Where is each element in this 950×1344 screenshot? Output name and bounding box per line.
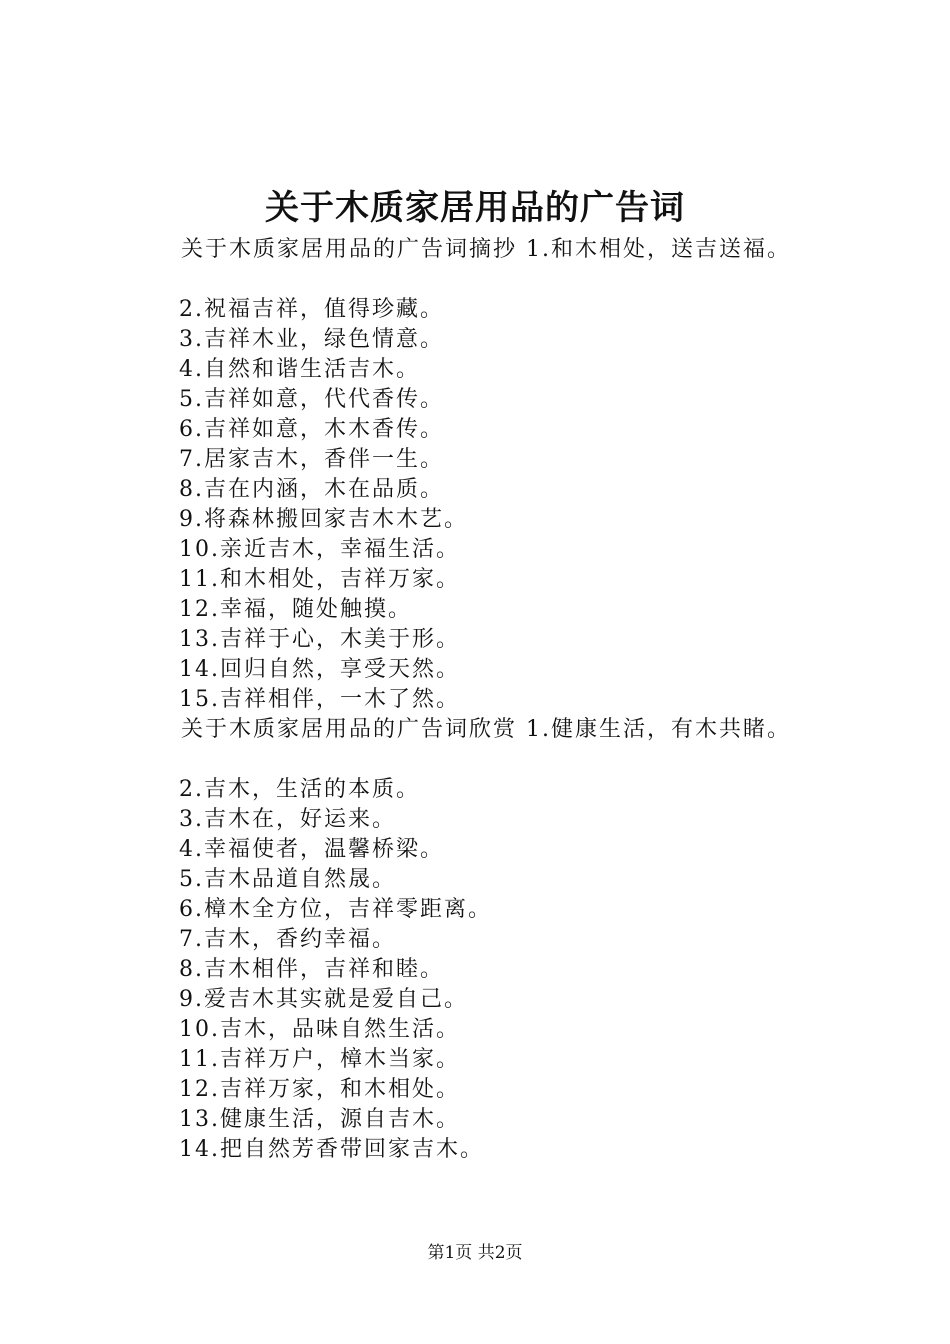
list-item: 4.自然和谐生活吉木。 bbox=[179, 357, 420, 382]
list-item: 9.爱吉木其实就是爱自己。 bbox=[179, 987, 468, 1012]
list-item: 7.吉木，香约幸福。 bbox=[179, 927, 396, 952]
list-item: 9.将森林搬回家吉木木艺。 bbox=[179, 507, 468, 532]
list-item: 12.幸福，随处触摸。 bbox=[179, 597, 412, 622]
list-item: 6.吉祥如意，木木香传。 bbox=[179, 417, 444, 442]
list-item: 13.吉祥于心，木美于形。 bbox=[179, 627, 460, 652]
list-item: 3.吉祥木业，绿色情意。 bbox=[179, 327, 444, 352]
section1-intro: 关于木质家居用品的广告词摘抄 1.和木相处，送吉送福。 bbox=[181, 237, 791, 262]
list-item: 10.亲近吉木，幸福生活。 bbox=[179, 537, 460, 562]
blank-line bbox=[179, 265, 919, 295]
list-item: 12.吉祥万家，和木相处。 bbox=[179, 1077, 460, 1102]
list-item: 3.吉木在，好运来。 bbox=[179, 807, 396, 832]
list-item: 13.健康生活，源自吉木。 bbox=[179, 1107, 460, 1132]
list-item: 11.和木相处，吉祥万家。 bbox=[179, 567, 460, 592]
list-item: 8.吉木相伴，吉祥和睦。 bbox=[179, 957, 444, 982]
section1-list bbox=[179, 295, 919, 715]
list-item: 10.吉木，品味自然生活。 bbox=[179, 1017, 460, 1042]
list-item: 5.吉祥如意，代代香传。 bbox=[179, 387, 444, 412]
section2-intro: 关于木质家居用品的广告词欣赏 1.健康生活，有木共睹。 bbox=[181, 717, 791, 742]
blank-line bbox=[179, 745, 919, 775]
list-item: 2.祝福吉祥，值得珍藏。 bbox=[179, 297, 444, 322]
page-footer: 第1页 共2页 bbox=[427, 1243, 523, 1263]
list-item: 11.吉祥万户，樟木当家。 bbox=[179, 1047, 460, 1072]
document-body bbox=[179, 235, 919, 1165]
list-item: 4.幸福使者，温馨桥梁。 bbox=[179, 837, 444, 862]
list-item: 14.回归自然，享受天然。 bbox=[179, 657, 460, 682]
list-item: 6.樟木全方位，吉祥零距离。 bbox=[179, 897, 492, 922]
list-item: 5.吉木品道自然晟。 bbox=[179, 867, 396, 892]
list-item: 8.吉在内涵，木在品质。 bbox=[179, 477, 444, 502]
section2-list bbox=[179, 775, 919, 1165]
document-title: 关于木质家居用品的广告词 bbox=[265, 188, 685, 228]
list-item: 14.把自然芳香带回家吉木。 bbox=[179, 1137, 484, 1162]
list-item: 2.吉木，生活的本质。 bbox=[179, 777, 420, 802]
list-item: 15.吉祥相伴，一木了然。 bbox=[179, 687, 460, 712]
list-item: 7.居家吉木，香伴一生。 bbox=[179, 447, 444, 472]
